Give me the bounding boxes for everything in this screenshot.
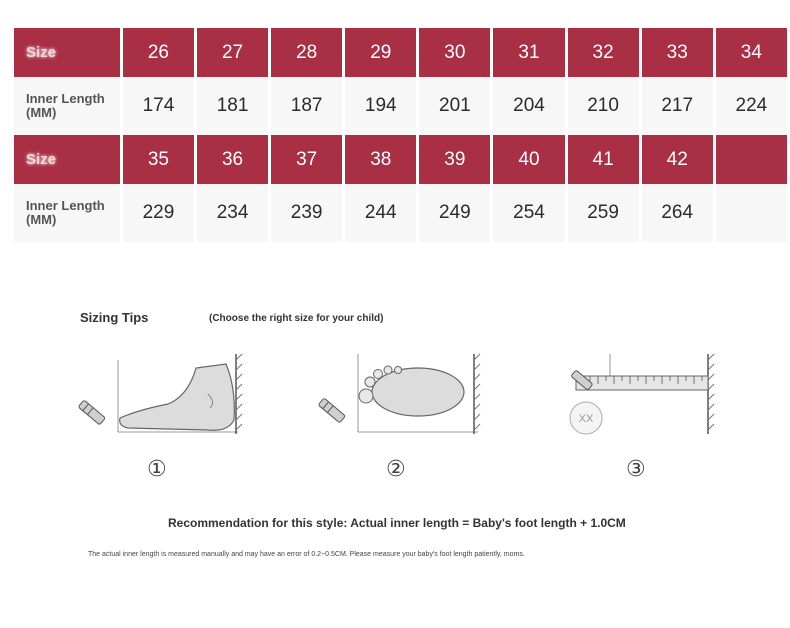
length-cell: 244 bbox=[345, 184, 416, 242]
step-number-3: ③ bbox=[626, 457, 646, 482]
size-cell: 33 bbox=[642, 28, 713, 77]
length-cell: 239 bbox=[271, 184, 342, 242]
length-cell: 224 bbox=[716, 77, 787, 135]
size-cell: 35 bbox=[123, 135, 194, 184]
recommendation-text: Recommendation for this style: Actual inner length = Baby's foot length + 1.0CM bbox=[168, 516, 626, 530]
size-cell: 29 bbox=[345, 28, 416, 77]
length-cell: 234 bbox=[197, 184, 268, 242]
measurement-note: The actual inner length is measured manually and may have an error of 0.2~0.5CM. Please measure your baby's foot length patiently, moms. bbox=[88, 551, 525, 558]
size-cell: 34 bbox=[716, 28, 787, 77]
length-label bbox=[14, 77, 120, 135]
sizing-tips-title: Sizing Tips bbox=[80, 310, 149, 325]
size-row-2 bbox=[14, 135, 787, 184]
foot-top-illustration bbox=[318, 348, 488, 438]
ruler-illustration bbox=[562, 348, 722, 438]
size-cell: 27 bbox=[197, 28, 268, 77]
length-cell-empty bbox=[716, 184, 787, 242]
ruler-mark-text: XX bbox=[578, 413, 594, 425]
length-cell: 187 bbox=[271, 77, 342, 135]
step-number-2: ② bbox=[386, 457, 406, 482]
size-cell: 38 bbox=[345, 135, 416, 184]
size-cell: 40 bbox=[493, 135, 564, 184]
length-label-text: Inner Length bbox=[26, 91, 105, 106]
length-cell: 217 bbox=[642, 77, 713, 135]
size-cell: 37 bbox=[271, 135, 342, 184]
size-cell: 41 bbox=[568, 135, 639, 184]
size-cell: 26 bbox=[123, 28, 194, 77]
length-label-text: Inner Length bbox=[26, 198, 105, 213]
size-cell: 31 bbox=[493, 28, 564, 77]
length-cell: 174 bbox=[123, 77, 194, 135]
length-cell: 181 bbox=[197, 77, 268, 135]
size-cell: 39 bbox=[419, 135, 490, 184]
size-cell: 42 bbox=[642, 135, 713, 184]
length-cell: 264 bbox=[642, 184, 713, 242]
sizing-tips-subtitle: (Choose the right size for your child) bbox=[209, 313, 384, 324]
size-cell: 32 bbox=[568, 28, 639, 77]
size-cell: 30 bbox=[419, 28, 490, 77]
size-label: Size bbox=[14, 28, 120, 77]
length-cell: 229 bbox=[123, 184, 194, 242]
length-cell: 254 bbox=[493, 184, 564, 242]
length-row-1 bbox=[14, 77, 787, 135]
size-row-1 bbox=[14, 28, 787, 77]
size-label: Size bbox=[14, 135, 120, 184]
length-cell: 210 bbox=[568, 77, 639, 135]
length-label bbox=[14, 184, 120, 242]
length-cell: 194 bbox=[345, 77, 416, 135]
size-cell: 36 bbox=[197, 135, 268, 184]
size-cell: 28 bbox=[271, 28, 342, 77]
step-number-1: ① bbox=[147, 457, 167, 482]
length-unit: (MM) bbox=[26, 212, 57, 227]
foot-side-illustration bbox=[78, 348, 248, 438]
length-cell: 259 bbox=[568, 184, 639, 242]
length-cell: 204 bbox=[493, 77, 564, 135]
length-cell: 201 bbox=[419, 77, 490, 135]
length-unit: (MM) bbox=[26, 105, 57, 120]
length-cell: 249 bbox=[419, 184, 490, 242]
size-chart-table bbox=[11, 28, 790, 242]
size-cell-empty bbox=[716, 135, 787, 184]
length-row-2 bbox=[14, 184, 787, 242]
